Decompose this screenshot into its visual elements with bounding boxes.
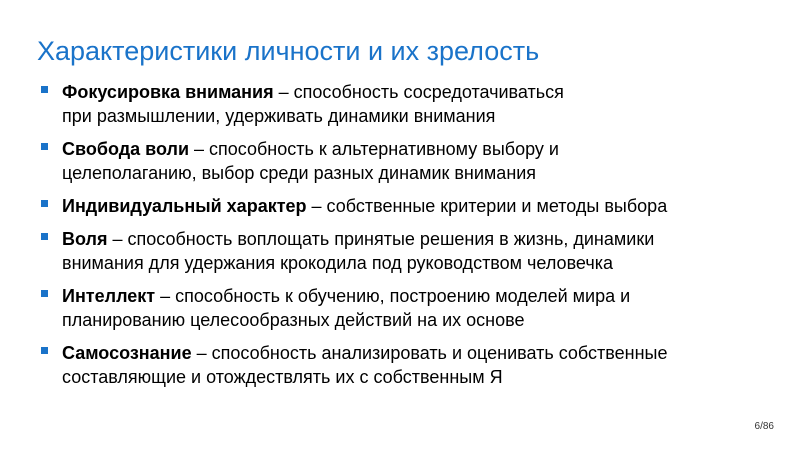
bullet-term: Самосознание xyxy=(62,343,192,363)
bullet-list xyxy=(40,80,780,398)
bullet-square-icon xyxy=(41,200,48,207)
bullet-continuation: составляющие и отождествлять их с собственным Я xyxy=(62,367,503,387)
bullet-continuation: целеполаганию, выбор среди разных динамик внимания xyxy=(62,163,537,183)
bullet-term: Интеллект xyxy=(62,286,156,306)
bullet-text: – способность сосредотачиваться xyxy=(273,82,564,102)
bullet-square-icon xyxy=(41,233,48,240)
bullet-text: – собственные критерии и методы выбора xyxy=(306,196,668,216)
bullet-square-icon xyxy=(41,86,48,93)
bullet-continuation: внимания для удержания крокодила под руководством человечка xyxy=(62,253,613,273)
bullet-text: – способность к обучению, построению моделей мира и xyxy=(155,286,631,306)
bullet-term: Фокусировка внимания xyxy=(62,82,274,102)
bullet-item xyxy=(40,341,780,389)
bullet-item xyxy=(40,194,780,218)
bullet-text: – способность к альтернативному выбору и xyxy=(189,139,559,159)
bullet-item xyxy=(40,284,780,332)
slide-title: Характеристики личности и их зрелость xyxy=(37,36,540,66)
bullet-line xyxy=(62,284,780,308)
bullet-continuation: планированию целесообразных действий на их основе xyxy=(62,310,525,330)
bullet-item xyxy=(40,137,780,185)
bullet-term: Свобода воли xyxy=(62,139,190,159)
bullet-square-icon xyxy=(41,290,48,297)
bullet-term: Воля xyxy=(62,229,108,249)
bullet-line xyxy=(62,80,780,104)
bullet-line xyxy=(62,137,780,161)
bullet-term: Индивидуальный характер xyxy=(62,196,307,216)
page-number: 6/86 xyxy=(754,421,774,432)
bullet-square-icon xyxy=(41,143,48,150)
bullet-line xyxy=(62,227,780,251)
bullet-text: – способность анализировать и оценивать собственные xyxy=(191,343,668,363)
bullet-item xyxy=(40,227,780,275)
bullet-item xyxy=(40,80,780,128)
bullet-text: – способность воплощать принятые решения в жизнь, динамики xyxy=(107,229,655,249)
bullet-square-icon xyxy=(41,347,48,354)
bullet-continuation: при размышлении, удерживать динамики внимания xyxy=(62,106,496,126)
bullet-line xyxy=(62,194,780,218)
bullet-line xyxy=(62,341,780,365)
